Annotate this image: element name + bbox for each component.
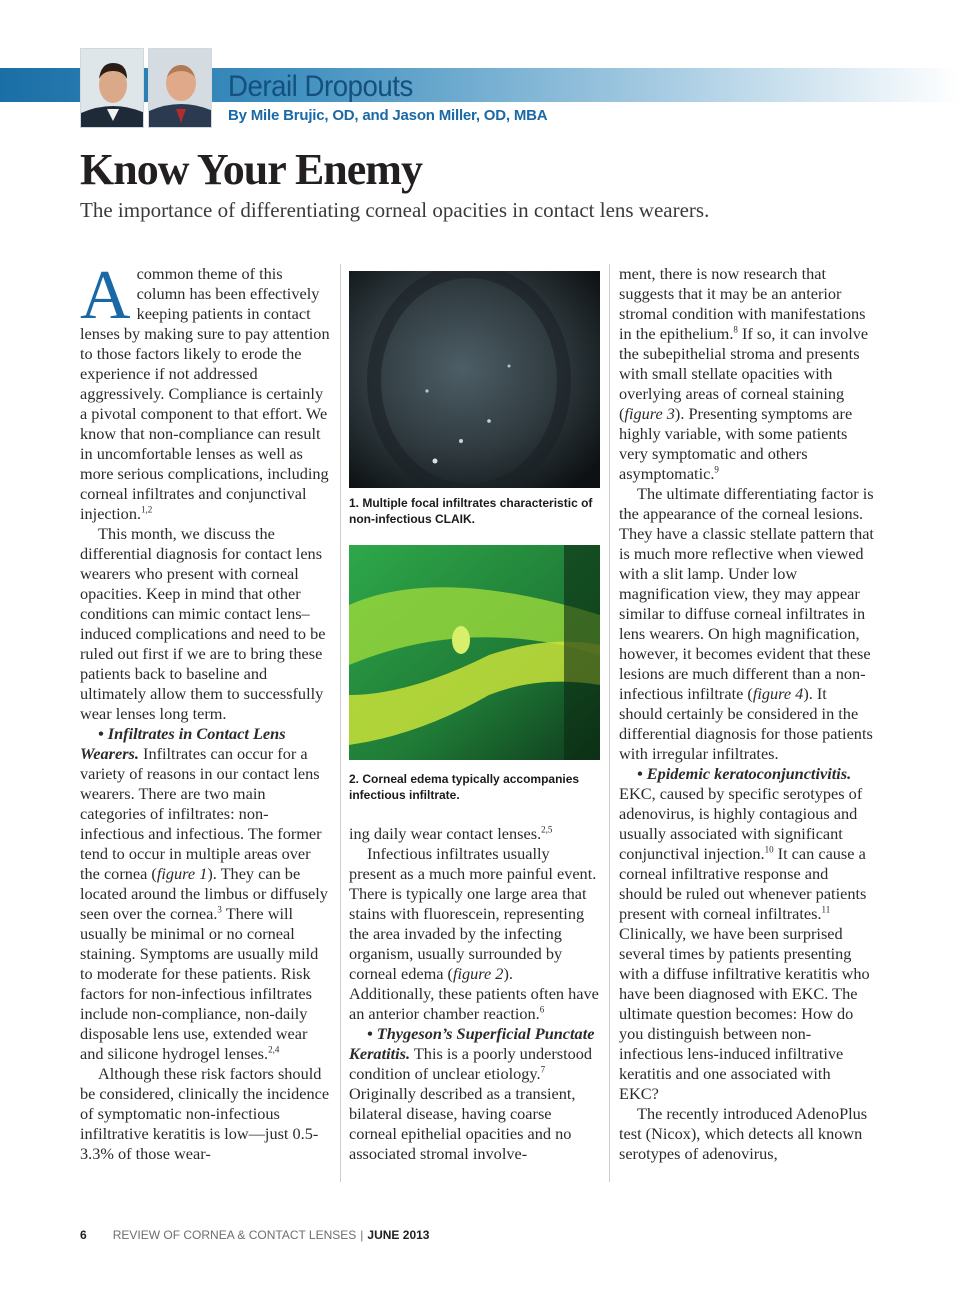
reference: 7: [540, 1064, 546, 1075]
paragraph-text: common theme of this column has been effectively keeping patients in contact lenses by making sure to pay attention to those factors likely to erode the experience if not addressed aggressively. Compliance is certainly a pivotal component to that effort. We know that non-compliance can result in uncomfortable lenses as well as more serious complications, including corneal infiltrates and conjunctival injection.: [80, 264, 330, 523]
paragraph-text: Clinically, we have been surprised several times by patients presenting with a diffuse infiltrative keratitis who have been diagnosed with EKC. The ultimate question becomes: How do you distinguish between non-infectious lens-induced infiltrative keratitis and one associated with EKC?: [619, 924, 870, 1103]
reference: 8: [733, 324, 738, 335]
reference: 9: [714, 464, 719, 475]
reference: 2,4: [268, 1044, 280, 1055]
body-column-1: [80, 257, 330, 1164]
paragraph-text: This month, we discuss the differential diagnosis for contact lens wearers who present with corneal opacities. Keep in mind that other conditions can mimic contact lens–induced complications and need to be ruled out first if we are to bring these patients back to baseline and ultimately allow them to successfully wear lenses long term.: [80, 524, 326, 723]
paragraph-text: There will usually be minimal or no corneal staining. Symptoms are usually mild to moderate for these patients. Risk factors for non-infectious infiltrates include non-compliance, non-daily disposable lens use, extended wear and silicone hydrogel lenses.: [80, 904, 319, 1063]
figure-reference: figure 4: [752, 684, 804, 703]
header-band: [0, 68, 960, 102]
reference: 3: [217, 904, 222, 915]
paragraph-text: If so, it can involve the subepithelial stroma and presents with small stellate opacities with overlying areas of corneal staining (: [619, 324, 869, 423]
paragraph-text: This is a poorly understood condition of unclear etiology.: [349, 1044, 593, 1083]
figure-reference: figure 1: [156, 864, 208, 883]
paragraph: [80, 724, 330, 1064]
body-column-3: [619, 264, 874, 1164]
section-heading: • Epidemic keratoconjunctivitis.: [637, 764, 852, 783]
paragraph-text: The ultimate differentiating factor is the appearance of the corneal lesions. They have a classic stellate pattern that is much more reflective when viewed with a slit lamp. Under low magnification view, they may appear similar to diffuse corneal infiltrates in lens wearers. On high magnification, however, it becomes evident that these lesions are much different than a non-infectious infiltrate (: [619, 484, 874, 703]
paragraph: [619, 764, 874, 1104]
paragraph-text: Infiltrates can occur for a variety of reasons in our contact lens wearers. There are two main categories of infiltrates: non-infectious and infectious. The former tend to occur in multiple areas over the cornea (: [80, 744, 322, 883]
author-photo-miller: [148, 48, 212, 128]
column-name: Derail Dropouts: [228, 70, 413, 103]
paragraph: [80, 524, 330, 724]
page-footer: [80, 1228, 429, 1242]
paragraph-text: The recently introduced AdenoPlus test (Nicox), which detects all known serotypes of adenovirus,: [619, 1104, 868, 1163]
paragraph-text: ). Presenting symptoms are highly variable, with some patients very symptomatic and others asymptomatic.: [619, 404, 853, 483]
section-heading: • Infiltrates in Contact Lens Wearers.: [80, 724, 286, 763]
figure-2-caption: 2. Corneal edema typically accompanies infectious infiltrate.: [349, 772, 580, 802]
paragraph: [349, 1024, 599, 1164]
paragraph-text: ). It should certainly be considered in the differential diagnosis for those patients with irregular infiltrates.: [619, 684, 873, 763]
article-title: Know Your Enemy: [80, 145, 422, 194]
reference: 11: [821, 904, 831, 915]
figure-2-image: [349, 545, 600, 760]
figure-reference: figure 2: [452, 964, 504, 983]
drop-cap: A: [80, 257, 131, 334]
reference: 10: [764, 844, 774, 855]
footer-separator: |: [360, 1228, 364, 1242]
reference: 6: [539, 1004, 545, 1015]
column-divider: [340, 264, 341, 1182]
paragraph: [80, 257, 330, 524]
paragraph-text: Originally described as a transient, bilateral disease, having coarse corneal epithelial opacities and no associated stromal involve-: [349, 1084, 576, 1163]
paragraph-text: ). They can be located around the limbus or diffusely seen over the cornea.: [80, 864, 328, 923]
paragraph: [349, 824, 599, 844]
issue-date: JUNE 2013: [367, 1228, 430, 1242]
paragraph: [349, 844, 599, 1024]
column-divider: [609, 264, 610, 1182]
paragraph: [619, 484, 874, 764]
author-photo-brujic: [80, 48, 144, 128]
section-heading: • Thygeson’s Superficial Punctate Keratitis.: [349, 1024, 595, 1063]
reference: 1,2: [141, 504, 153, 515]
paragraph-text: ). Additionally, these patients often have an anterior chamber reaction.: [349, 964, 599, 1023]
publication-name: REVIEW OF CORNEA & CONTACT LENSES: [112, 1228, 357, 1242]
paragraph-text: EKC, caused by specific serotypes of adenovirus, is highly contagious and usually associated with significant conjunctival injection.: [619, 784, 863, 863]
byline: By Mile Brujic, OD, and Jason Miller, OD, MBA: [228, 107, 548, 124]
paragraph-text: Although these risk factors should be considered, clinically the incidence of symptomatic non-infectious infiltrative keratitis is low—just 0.5-3.3% of those wear-: [80, 1064, 330, 1163]
figure-1-caption: 1. Multiple focal infiltrates characteristic of non-infectious CLAIK.: [349, 496, 593, 526]
paragraph: [80, 1064, 330, 1164]
figure-1-image: [349, 271, 600, 488]
body-column-2: [349, 824, 599, 1164]
figure-reference: figure 3: [624, 404, 675, 423]
paragraph-text: ing daily wear contact lenses.: [349, 824, 542, 843]
paragraph: [619, 264, 874, 484]
page-number: 6: [80, 1228, 87, 1242]
article-subtitle: The importance of differentiating corneal opacities in contact lens wearers.: [80, 198, 710, 222]
paragraph-text: Infectious infiltrates usually present as a much more painful event. There is typically one large area that stains with fluorescein, representing the area invaded by the infecting organism, usually surrounded by corneal edema (: [349, 844, 597, 983]
paragraph: [619, 1104, 874, 1164]
paragraph-text: It can cause a corneal infiltrative response and should be ruled out whenever patients present with corneal infiltrates.: [619, 844, 867, 923]
reference: 2,5: [541, 824, 553, 835]
paragraph-text: ment, there is now research that suggests that it may be an anterior stromal condition with manifestations in the epithelium.: [619, 264, 866, 343]
